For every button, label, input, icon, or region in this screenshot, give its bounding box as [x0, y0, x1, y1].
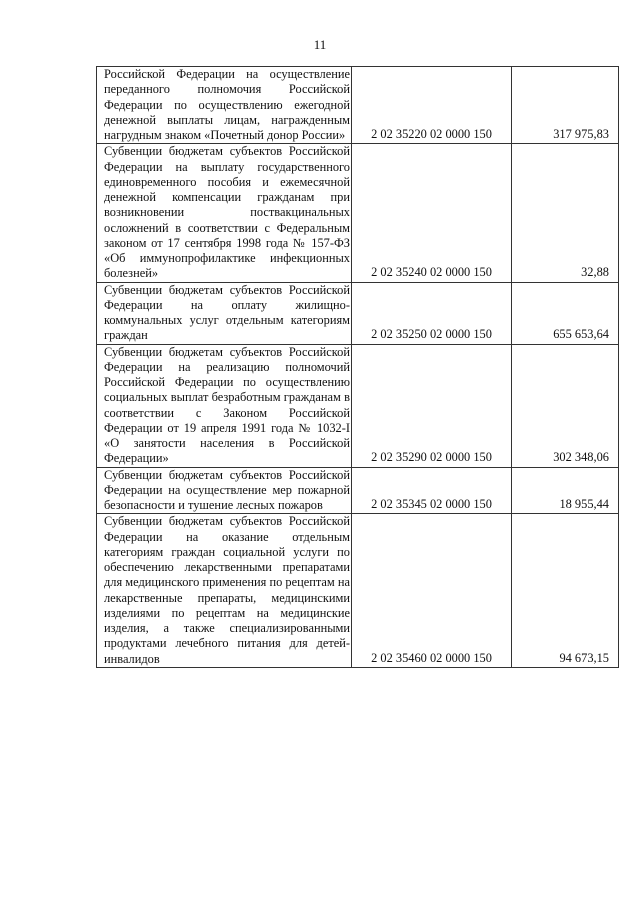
row-description: Субвенции бюджетам субъектов Российской Федерации на оплату жилищно-коммунальных услуг отдельным категориям граждан [104, 282, 350, 343]
page-number: 11 [313, 37, 327, 52]
row-description: Субвенции бюджетам субъектов Российской Федерации на оказание отдельным категориям граждан социальной услуги по обеспечению лекарственными препаратами для медицинского применения по рецептам на лекарственные препараты, медицинскими изделиями по рецептам на медицинские изделия, а также специализированными продуктами лечебного питания для детей-инвалидов [104, 514, 350, 666]
table-cell-code: 2 02 35250 02 0000 150 [352, 282, 512, 344]
table-cell-amount: 18 955,44 [512, 467, 619, 514]
table-cell-description [97, 514, 352, 668]
table-cell-code: 2 02 35290 02 0000 150 [352, 344, 512, 467]
table-row [97, 467, 619, 514]
table-cell-amount: 302 348,06 [512, 344, 619, 467]
table-row [97, 344, 619, 467]
table-cell-description [97, 144, 352, 282]
table-row [97, 67, 619, 144]
table-cell-code: 2 02 35460 02 0000 150 [352, 514, 512, 668]
row-description: Субвенции бюджетам субъектов Российской Федерации на осуществление мер пожарной безопасности и тушение лесных пожаров [104, 467, 350, 512]
table-cell-code: 2 02 35220 02 0000 150 [352, 67, 512, 144]
table-cell-code: 2 02 35345 02 0000 150 [352, 467, 512, 514]
table-cell-description [97, 67, 352, 144]
table-cell-description [97, 282, 352, 344]
row-description: Российской Федерации на осуществление переданного полномочия Российской Федерации по осуществлению ежегодной денежной выплаты лицам, награжденным нагрудным знаком «Почетный донор России» [104, 67, 350, 142]
row-description: Субвенции бюджетам субъектов Российской Федерации на реализацию полномочий Российской Федерации по осуществлению социальных выплат безработным гражданам в соответствии с Законом Российской Федерации от 19 апреля 1991 года № 1032-I «О занятости населения в Российской Федерации» [104, 344, 350, 466]
table-row [97, 514, 619, 668]
table-cell-amount: 94 673,15 [512, 514, 619, 668]
row-description: Субвенции бюджетам субъектов Российской Федерации на выплату государственного единовременного пособия и ежемесячной денежной компенсации гражданам при возникновении поствакцинальных осложнений в соответствии с Федеральным законом от 17 сентября 1998 года № 157-ФЗ «Об иммунопрофилактике инфекционных болезней» [104, 144, 350, 281]
table-cell-description [97, 467, 352, 514]
table-cell-amount: 32,88 [512, 144, 619, 282]
table-cell-description [97, 344, 352, 467]
revenue-table [96, 66, 619, 668]
table-cell-amount: 317 975,83 [512, 67, 619, 144]
table-row [97, 282, 619, 344]
table-cell-amount: 655 653,64 [512, 282, 619, 344]
table-row [97, 144, 619, 282]
table-cell-code: 2 02 35240 02 0000 150 [352, 144, 512, 282]
